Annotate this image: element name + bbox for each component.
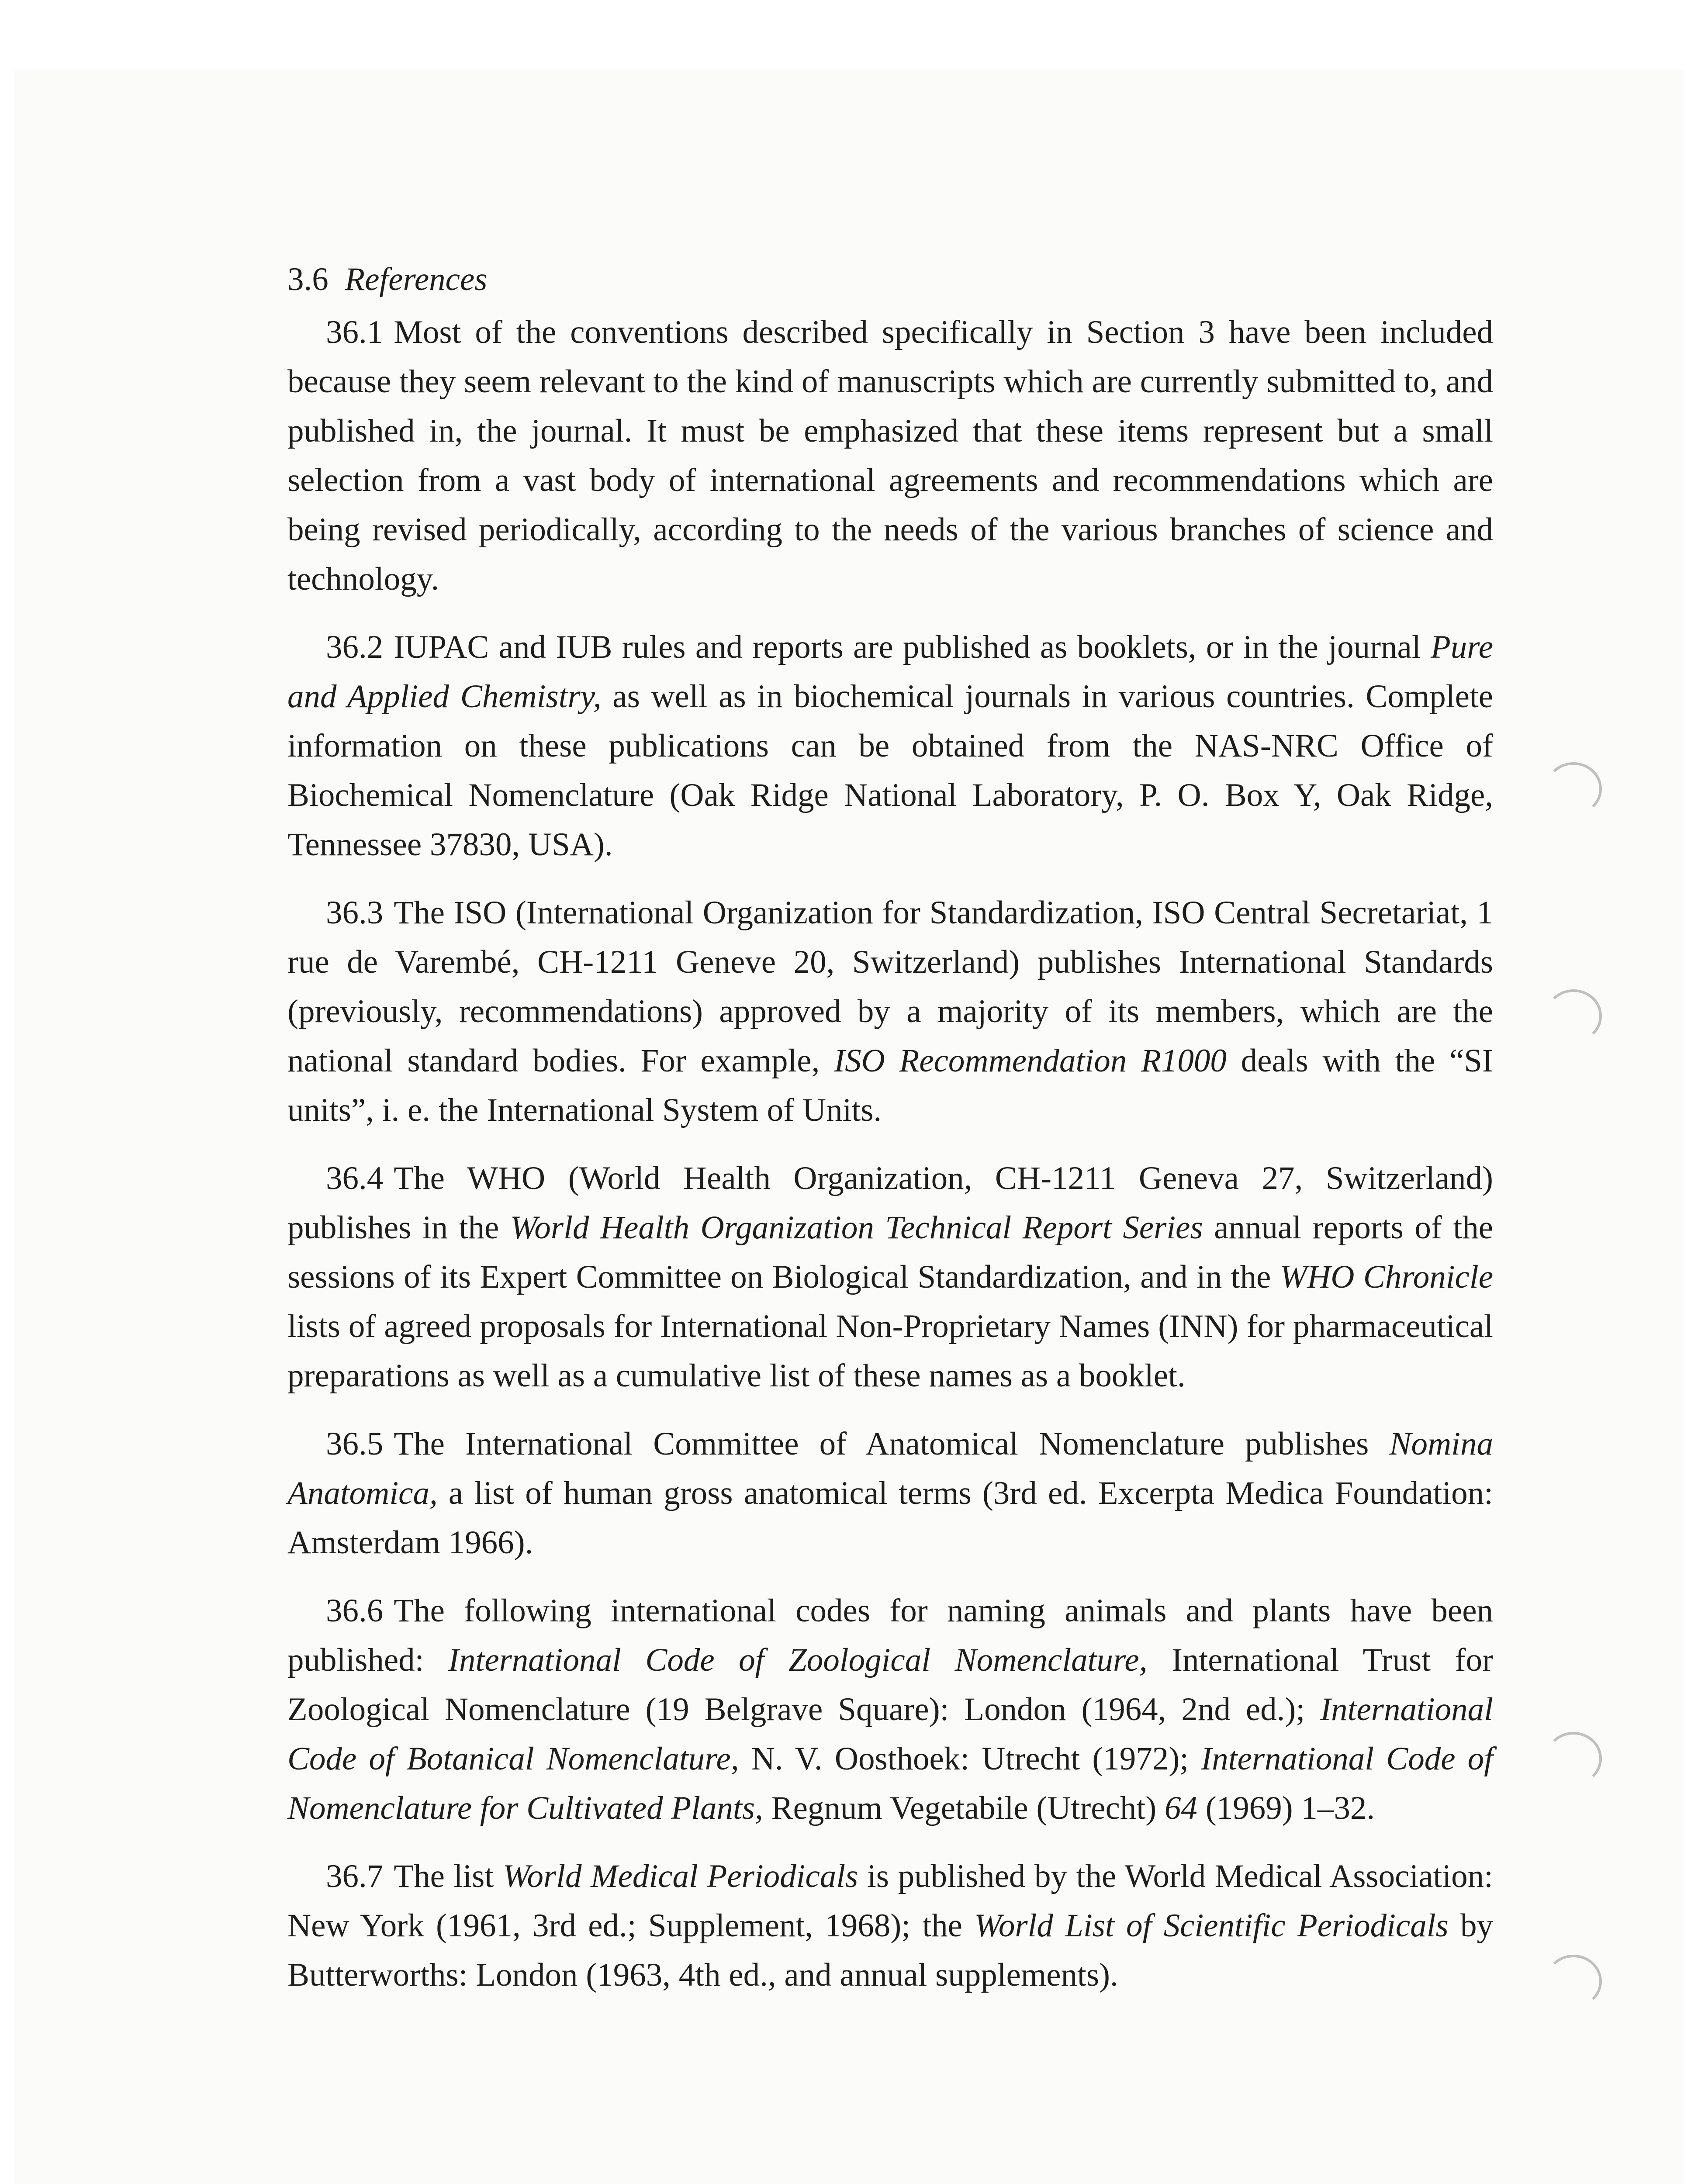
paragraph-list: [287, 308, 1493, 2000]
paragraph-number: 36.2: [326, 629, 384, 665]
paragraph-text: lists of agreed proposals for International Non-Proprietary Names (INN) for pharmaceutical preparations as well as a cumulative list of these names as a booklet.: [287, 1308, 1493, 1394]
paragraph-number: 36.5: [326, 1426, 384, 1462]
paragraph-text: Most of the conventions described specifically in Section 3 have been included because they seem relevant to the kind of manuscripts which are currently submitted to, and published in, the journal. It must be emphasized that these items represent but a small selection from a vast body of international agreements and recommendations which are being revised periodically, according to the needs of the various branches of science and technology.: [287, 314, 1493, 597]
paragraph-text: International Trust for Zoological Nomenclature (19 Belgrave Square): London (1964, 2nd ed.);: [287, 1642, 1493, 1728]
section-number: 3.6: [287, 261, 329, 297]
paragraph-text: deals with the “SI units”, i. e. the International System of Units.: [287, 1043, 1493, 1128]
reference-paragraph: [287, 1586, 1493, 1833]
italic-title: International Code of Nomenclature for Cultivated Plants,: [287, 1741, 1494, 1826]
paragraph-number: 36.6: [326, 1593, 384, 1629]
paragraph-text: by Butterworths: London (1963, 4th ed., and annual supplements).: [287, 1908, 1493, 1993]
punch-hole-decoration: [1545, 1955, 1602, 2008]
italic-title: International Code of Zoological Nomenclature,: [448, 1642, 1148, 1678]
italic-title: Pure and Applied Chemistry,: [287, 629, 1493, 715]
paragraph-text: The WHO (World Health Organization, CH-1211 Geneva 27, Switzerland) publishes in the: [287, 1160, 1493, 1246]
reference-paragraph: [287, 308, 1493, 604]
punch-hole-decoration: [1545, 762, 1602, 816]
paragraph-text: The International Committee of Anatomical Nomenclature publishes: [394, 1426, 1390, 1462]
paragraph-text: annual reports of the sessions of its Expert Committee on Biological Standardization, and in the: [287, 1209, 1493, 1295]
paragraph-text: N. V. Oosthoek: Utrecht (1972);: [739, 1741, 1201, 1777]
italic-title: World Health Organization Technical Report Series: [510, 1209, 1203, 1246]
paragraph-text: a list of human gross anatomical terms (3rd ed. Excerpta Medica Foundation: Amsterdam 1966).: [287, 1475, 1493, 1561]
italic-title: Nomina Anatomica,: [287, 1426, 1493, 1511]
paragraph-number: 36.7: [326, 1858, 384, 1894]
document-body: [287, 255, 1493, 2018]
section-heading: [287, 255, 1493, 304]
italic-title: World List of Scientific Periodicals: [974, 1908, 1449, 1944]
reference-paragraph: [287, 622, 1493, 869]
reference-paragraph: [287, 1154, 1493, 1400]
section-title: References: [345, 261, 488, 297]
paragraph-text: (1969) 1–32.: [1197, 1790, 1375, 1826]
paragraph-text: The following international codes for naming animals and plants have been published:: [287, 1593, 1493, 1678]
punch-hole-decoration: [1545, 1732, 1602, 1785]
reference-paragraph: [287, 1419, 1493, 1567]
paragraph-text: The list: [394, 1858, 503, 1894]
paragraph-number: 36.4: [326, 1160, 384, 1196]
italic-title: 64: [1164, 1790, 1197, 1826]
italic-title: World Medical Periodicals: [502, 1858, 858, 1894]
paragraph-text: IUPAC and IUB rules and reports are published as booklets, or in the journal: [394, 629, 1431, 665]
paragraph-text: The ISO (International Organization for Standardization, ISO Central Secretariat, 1 rue de Varembé, CH-1211 Geneve 20, Switzerland) publishes International Standards (previously, recommendations) approved by a majority of its members, which are the national standard bodies. For example,: [287, 895, 1493, 1079]
paragraph-number: 36.3: [326, 895, 384, 931]
italic-title: ISO Recommendation R1000: [834, 1043, 1227, 1079]
punch-hole-decoration: [1545, 989, 1602, 1043]
reference-paragraph: [287, 1852, 1493, 2000]
paragraph-text: is published by the World Medical Association: New York (1961, 3rd ed.; Supplement, 1968); the: [287, 1858, 1493, 1944]
paragraph-text: Regnum Vegetabile (Utrecht): [763, 1790, 1165, 1826]
paragraph-number: 36.1: [326, 314, 384, 350]
reference-paragraph: [287, 888, 1493, 1135]
paragraph-text: as well as in biochemical journals in various countries. Complete information on these publications can be obtained from the NAS-NRC Office of Biochemical Nomenclature (Oak Ridge National Laboratory, P. O. Box Y, Oak Ridge, Tennessee 37830, USA).: [287, 678, 1493, 863]
italic-title: WHO Chronicle: [1280, 1259, 1493, 1295]
italic-title: International Code of Botanical Nomenclature,: [287, 1691, 1493, 1777]
